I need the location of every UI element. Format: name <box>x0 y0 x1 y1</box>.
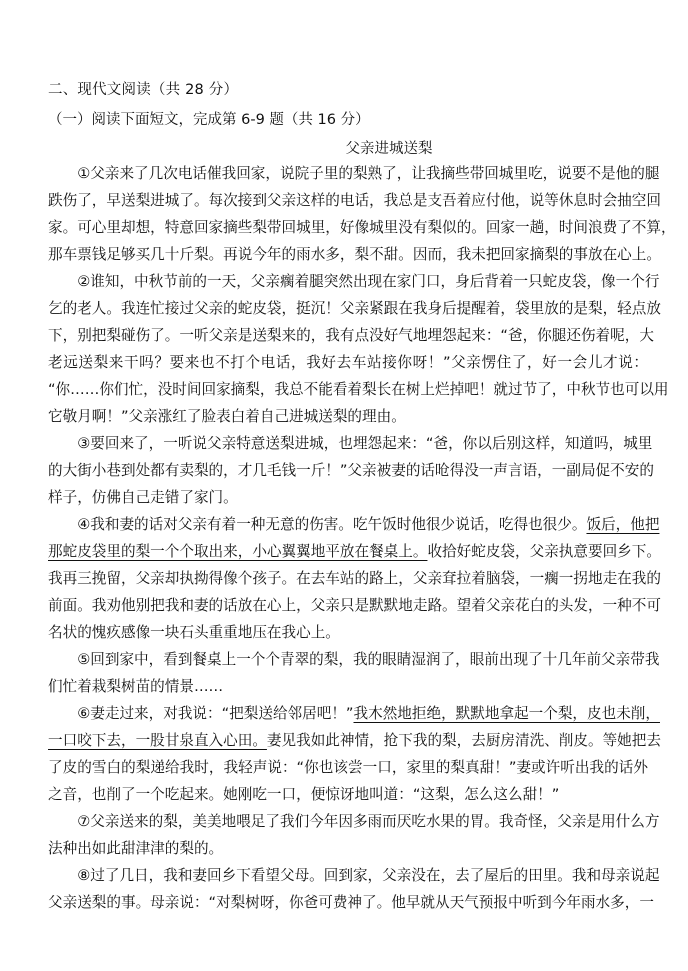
paragraph-3 <box>48 430 654 511</box>
text-line: ⑧过了几日，我和妻回乡下看望父母。回到家，父亲没在，去了屋后的田里。我和母亲说起 <box>48 867 660 884</box>
text-line: 法种出如此甜津津的梨的。 <box>48 840 224 857</box>
text-line: 乞的老人。我连忙接过父亲的蛇皮袋，挺沉！父亲紧跟在我身后提醒着，袋里放的是梨，轻点放 <box>48 300 661 317</box>
text-line: 老远送梨来干吗？要来也不打个电话，我好去车站接你呀！”父亲愣住了，好一会儿才说： <box>48 354 648 371</box>
underlined-passage: 我木然地拒绝，默默地拿起一个梨，皮也未削， <box>353 705 660 722</box>
text-line: 前面。我劝他别把我和妻的话放在心上，父亲只是默默地走路。望着父亲花白的头发，一种不可 <box>48 597 661 614</box>
paragraph-7 <box>48 808 660 862</box>
underlined-passage: 那蛇皮袋里的梨一个个取出来，小心翼翼地平放在餐桌上。 <box>48 543 428 560</box>
text-line: 的大街小巷到处都有卖梨的，才几毛钱一斤！”父亲被妻的话呛得没一声言语，一副局促不安的 <box>48 462 654 479</box>
paragraph-8 <box>48 862 660 916</box>
paragraph-2 <box>48 268 669 430</box>
underlined-passage: 饭后，他把 <box>586 516 660 533</box>
text-line: 一口咬下去，一股甘泉直入心田。妻见我如此神情，抢下我的梨，去厨房清洗、削皮。等她把去 <box>48 732 661 749</box>
paragraph-4 <box>48 511 661 646</box>
sub-heading: （一）阅读下面短文，完成第 6-9 题（共 16 分） <box>48 112 370 128</box>
text-line: ⑤回到家中，看到餐桌上一个个青翠的梨，我的眼睛湿润了，眼前出现了十几年前父亲带我 <box>48 651 660 668</box>
text-line: 之音，也削了一个吃起来。她刚吃一口，便惊讶地叫道：“这梨，怎么这么甜！” <box>48 786 560 803</box>
paragraph-6 <box>48 700 661 808</box>
article-body <box>48 160 676 916</box>
text-line: 它敬月啊！”父亲涨红了脸表白着自己进城送梨的理由。 <box>48 408 406 425</box>
text-line: ②谁知，中秋节前的一天，父亲瘸着腿突然出现在家门口，身后背着一只蛇皮袋，像一个行 <box>48 273 660 290</box>
paragraph-5 <box>48 646 660 700</box>
article-title: 父亲进城送梨 <box>345 141 433 157</box>
text-line: “你……你们忙，没时间回家摘梨，我总不能看着梨长在树上烂掉吧！就过节了，中秋节也可以用 <box>48 381 669 398</box>
text-line: 那蛇皮袋里的梨一个个取出来，小心翼翼地平放在餐桌上。收拾好蛇皮袋，父亲执意要回乡下。 <box>48 543 661 560</box>
underlined-passage: 一口咬下去，一股甘泉直入心田。 <box>48 732 267 749</box>
text-line: ①父亲来了几次电话催我回家，说院子里的梨熟了，让我摘些带回城里吃，说要不是他的腿 <box>48 165 660 182</box>
text-line: ③要回来了，一听说父亲特意送梨进城，也埋怨起来：“爸，你以后别这样，知道吗，城里 <box>48 435 653 452</box>
text-line: ⑦父亲送来的梨，美美地喂足了我们今年因多雨而厌吃水果的胃。我奇怪，父亲是用什么方 <box>48 813 660 830</box>
text-line: ④我和妻的话对父亲有着一种无意的伤害。吃午饭时他很少说话，吃得也很少。饭后，他把 <box>48 516 660 533</box>
text-line: 下，别把梨碰伤了。一听父亲是送梨来的，我有点没好气地埋怨起来：“爸，你腿还伤着呢，大 <box>48 327 654 344</box>
text-line: 名状的愧疚感像一块石头重重地压在我心上。 <box>48 624 340 641</box>
text-line: 我再三挽留，父亲却执拗得像个孩子。在去车站的路上，父亲耷拉着脑袋，一瘸一拐地走在我的 <box>48 570 661 587</box>
text-line: 跌伤了，早送梨进城了。每次接到父亲这样的电话，我总是支吾着应付他，说等休息时会抽空回 <box>48 192 661 209</box>
section-heading: 二、现代文阅读（共 28 分） <box>48 82 239 98</box>
paragraph-1 <box>48 160 676 268</box>
text-line: 那车票钱足够买几十斤梨。再说今年的雨水多，梨不甜。因而，我未把回家摘梨的事放在心上。 <box>48 246 661 263</box>
text-line: ⑥妻走过来，对我说：“把梨送给邻居吧！”我木然地拒绝，默默地拿起一个梨，皮也未削， <box>48 705 660 722</box>
text-line: 们忙着栽梨树苗的情景…… <box>48 678 224 695</box>
text-line: 父亲送梨的事。母亲说：“对梨树呀，你爸可费神了。他早就从天气预报中听到今年雨水多，一 <box>48 894 654 911</box>
text-line: 家。可心里却想，特意回家摘些梨带回城里，好像城里没有梨似的。回家一趟，时间浪费了不算， <box>48 219 676 236</box>
text-line: 了皮的雪白的梨递给我时，我轻声说：“你也该尝一口，家里的梨真甜！”妻或许听出我的话外 <box>48 759 648 776</box>
text-line: 样子，仿佛自己走错了家门。 <box>48 489 238 506</box>
